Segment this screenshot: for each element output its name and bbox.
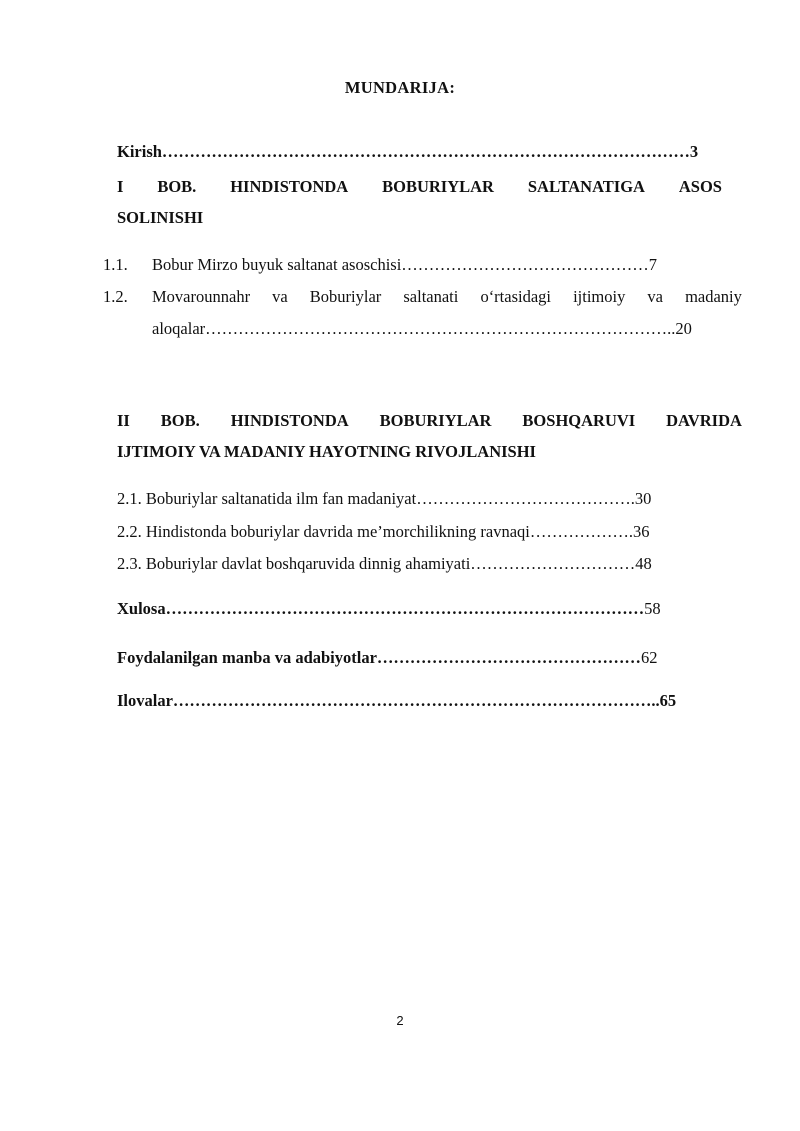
heading-word: Movarounnahr — [152, 287, 251, 306]
heading-word: HINDISTONDA — [230, 411, 349, 430]
toc-entry-xulosa-page: 58 — [644, 599, 661, 618]
toc-entry-kirish[interactable]: Kirish……………………………………………………………………………………3 — [117, 142, 699, 161]
toc-section-number: 1.1. — [103, 255, 128, 274]
toc-chapter-1-heading[interactable] — [117, 176, 722, 198]
toc-entry-1-1[interactable]: Bobur Mirzo buyuk saltanat asoschisi………………………………………7 — [152, 255, 658, 274]
heading-word: BOBURIYLAR — [382, 177, 494, 196]
toc-entry-1-2-cont[interactable]: aloqalar…………………………………………………………………………..20 — [152, 319, 692, 338]
heading-word: DAVRIDA — [666, 411, 742, 430]
heading-word: BOB. — [160, 411, 200, 430]
heading-word: II — [117, 411, 130, 430]
toc-chapter-1-heading-cont: SOLINISHI — [117, 208, 204, 227]
page-number: 2 — [396, 1013, 404, 1028]
toc-entry-2-2[interactable]: 2.2. Hindistonda boburiylar davrida me’morchilikning ravnaqi……………….36 — [117, 522, 650, 541]
toc-entry-2-1[interactable]: 2.1. Boburiylar saltanatida ilm fan madaniyat………………………………….30 — [117, 489, 652, 508]
heading-word: va — [647, 287, 663, 306]
toc-entry-2-3[interactable]: 2.3. Boburiylar davlat boshqaruvida dinnig ahamiyati…………………………48 — [117, 554, 652, 573]
heading-word: madaniy — [685, 287, 742, 306]
heading-word: HINDISTONDA — [230, 177, 349, 196]
heading-word: I — [117, 177, 124, 196]
heading-word: ASOS — [678, 177, 722, 196]
toc-entry-foydalanilgan-page: 62 — [640, 648, 658, 667]
heading-word: Boburiylar — [309, 287, 382, 306]
toc-entry-xulosa-label: Xulosa…………………………………………………………………………… — [117, 599, 645, 618]
toc-entry-1-2[interactable] — [152, 286, 742, 308]
toc-entry-foydalanilgan-label: Foydalanilgan manba va adabiyotlar………………………………………… — [117, 648, 641, 667]
toc-section-number: 1.2. — [103, 287, 128, 306]
heading-word: o‘rtasidagi — [480, 287, 551, 306]
toc-entry-foydalanilgan[interactable] — [117, 647, 742, 669]
heading-word: saltanati — [403, 287, 459, 306]
heading-word: BOBURIYLAR — [379, 411, 492, 430]
heading-word: SALTANATIGA — [527, 177, 645, 196]
heading-word: BOB. — [157, 177, 197, 196]
heading-word: ijtimoiy — [573, 287, 626, 306]
toc-chapter-2-heading-cont: IJTIMOIY VA MADANIY HAYOTNING RIVOJLANISHI — [117, 442, 536, 461]
toc-chapter-2-heading[interactable] — [117, 410, 742, 432]
toc-entry-ilovalar[interactable]: Ilovalar……………………………………………………………………………..65 — [117, 691, 677, 710]
heading-word: va — [272, 287, 288, 306]
page-title: MUNDARIJA: — [344, 78, 456, 97]
heading-word: BOSHQARUVI — [522, 411, 636, 430]
toc-entry-xulosa[interactable] — [117, 598, 742, 620]
